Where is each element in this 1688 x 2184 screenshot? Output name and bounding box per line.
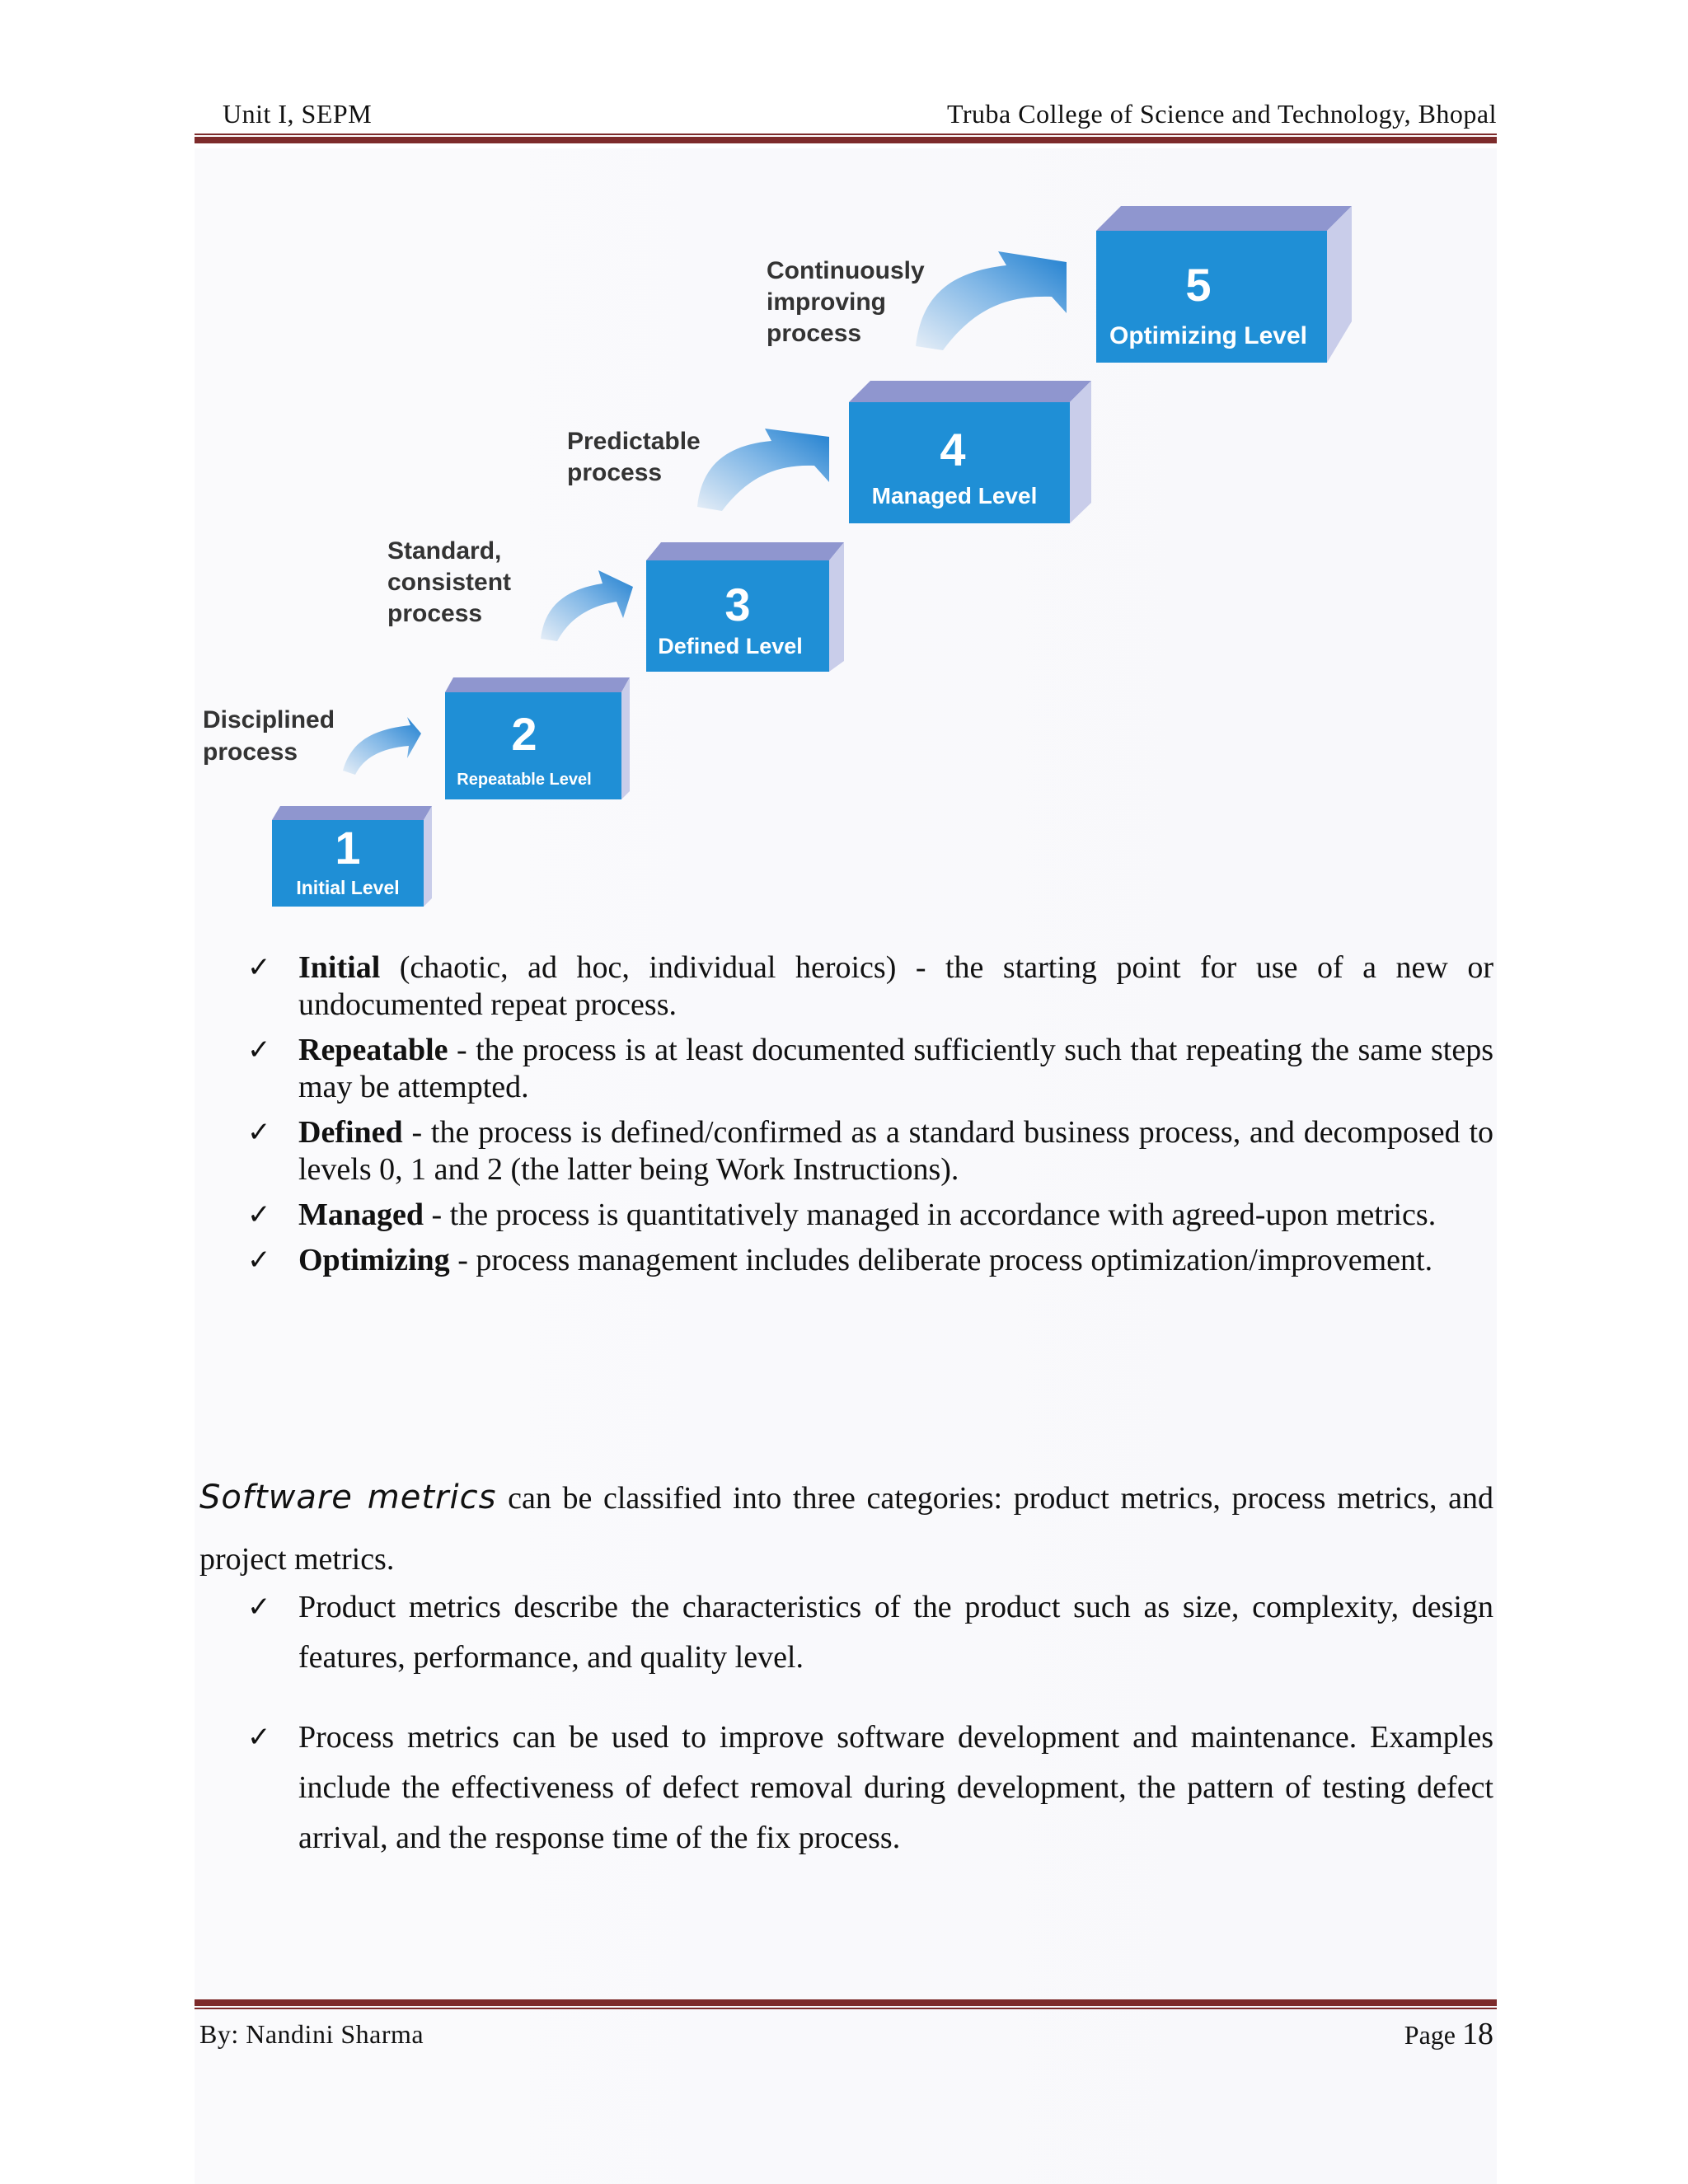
metric-description: Product metrics describe the characteristics of the product such as size, complexity, design features, performance, and quality level.: [298, 1590, 1493, 1675]
caption-line: Standard,: [387, 537, 502, 565]
step-box-4: [849, 381, 1091, 523]
metrics-lead-term: Software metrics: [199, 1479, 497, 1516]
checkmark-icon: ✓: [247, 1198, 271, 1231]
caption-line: Disciplined: [203, 706, 335, 733]
step-level-5: Optimizing Level: [1109, 322, 1308, 349]
footer-author: By: Nandini Sharma: [199, 2019, 424, 2049]
list-item: [247, 1197, 1493, 1234]
step-box-3: [646, 542, 844, 672]
caption-line: consistent: [387, 569, 512, 596]
metrics-intro-paragraph: [199, 1467, 1493, 1590]
level-description: - the process is quantitatively managed in accordance with agreed-upon metrics.: [424, 1197, 1437, 1232]
level-term: Defined: [298, 1115, 403, 1150]
list-item: [247, 1713, 1493, 1863]
caption-step-3: [387, 537, 511, 627]
caption-line: process: [203, 738, 298, 766]
list-item: [247, 1582, 1493, 1683]
step-box-1: [272, 806, 432, 907]
list-item: [247, 949, 1493, 1024]
level-term: Initial: [298, 950, 381, 985]
step-box-5: [1096, 206, 1352, 363]
step-box-2: [445, 677, 630, 799]
caption-step-4: [567, 428, 701, 486]
caption-line: process: [387, 600, 483, 627]
page-number: 18: [1462, 2017, 1493, 2051]
footer-page: [1404, 2016, 1493, 2052]
list-item: [247, 1114, 1493, 1188]
checkmark-icon: ✓: [247, 1591, 271, 1624]
level-term: Optimizing: [298, 1243, 450, 1277]
step-level-2: Repeatable Level: [457, 771, 592, 789]
caption-line: Continuously: [767, 257, 925, 284]
footer-rule: [195, 1999, 1497, 2006]
list-item: [247, 1242, 1493, 1279]
checkmark-icon: ✓: [247, 1116, 271, 1149]
step-number-3: 3: [724, 579, 751, 630]
checkmark-icon: ✓: [247, 1244, 271, 1277]
step-number-2: 2: [511, 708, 537, 760]
metrics-intro-text: can be classified into three categories: product metrics, process metrics, and project metrics.: [199, 1481, 1493, 1577]
level-description: - the process is defined/confirmed as a standard business process, and decomposed to levels 0, 1 and 2 (the latter being Work Instructions).: [298, 1115, 1493, 1187]
arrow-icon: [343, 717, 421, 775]
step-level-3: Defined Level: [658, 634, 803, 658]
level-description: - process management includes deliberate process optimization/improvement.: [449, 1243, 1433, 1277]
checkmark-icon: ✓: [247, 1721, 271, 1754]
page-label: Page: [1404, 2020, 1456, 2050]
arrow-icon: [916, 251, 1067, 350]
maturity-levels-list: [247, 949, 1493, 1287]
level-term: Repeatable: [298, 1033, 448, 1067]
step-number-1: 1: [335, 822, 361, 874]
caption-line: process: [767, 320, 862, 347]
caption-step-5: [767, 257, 925, 347]
step-number-5: 5: [1185, 259, 1212, 311]
level-term: Managed: [298, 1197, 424, 1232]
checkmark-icon: ✓: [247, 951, 271, 984]
metric-description: Process metrics can be used to improve software development and maintenance. Examples include the effectiveness of defect removal during development, the pattern of testing defect arrival, and the response time of the fix process.: [298, 1720, 1493, 1855]
maturity-levels-diagram: [195, 190, 1381, 915]
caption-step-2: [203, 706, 335, 766]
caption-line: Predictable: [567, 428, 701, 455]
arrow-icon: [541, 570, 633, 641]
header-rule: [195, 137, 1497, 143]
level-description: - the process is at least documented sufficiently such that repeating the same steps may be attempted.: [298, 1033, 1493, 1104]
checkmark-icon: ✓: [247, 1033, 271, 1066]
caption-line: process: [567, 459, 663, 486]
header-college: Truba College of Science and Technology, Bhopal: [946, 99, 1497, 129]
step-level-4: Managed Level: [871, 483, 1038, 509]
step-level-1: Initial Level: [296, 877, 400, 898]
level-description: (chaotic, ad hoc, individual heroics) - the starting point for use of a new or undocumented repeat process.: [298, 950, 1493, 1022]
arrow-icon: [697, 429, 829, 511]
metrics-list: [247, 1582, 1493, 1893]
step-number-4: 4: [940, 424, 966, 476]
header-unit: Unit I, SEPM: [223, 99, 373, 129]
header-rule-thin: [195, 134, 1497, 135]
list-item: [247, 1032, 1493, 1106]
footer-rule-thin: [195, 2008, 1497, 2009]
caption-line: improving: [767, 288, 887, 316]
